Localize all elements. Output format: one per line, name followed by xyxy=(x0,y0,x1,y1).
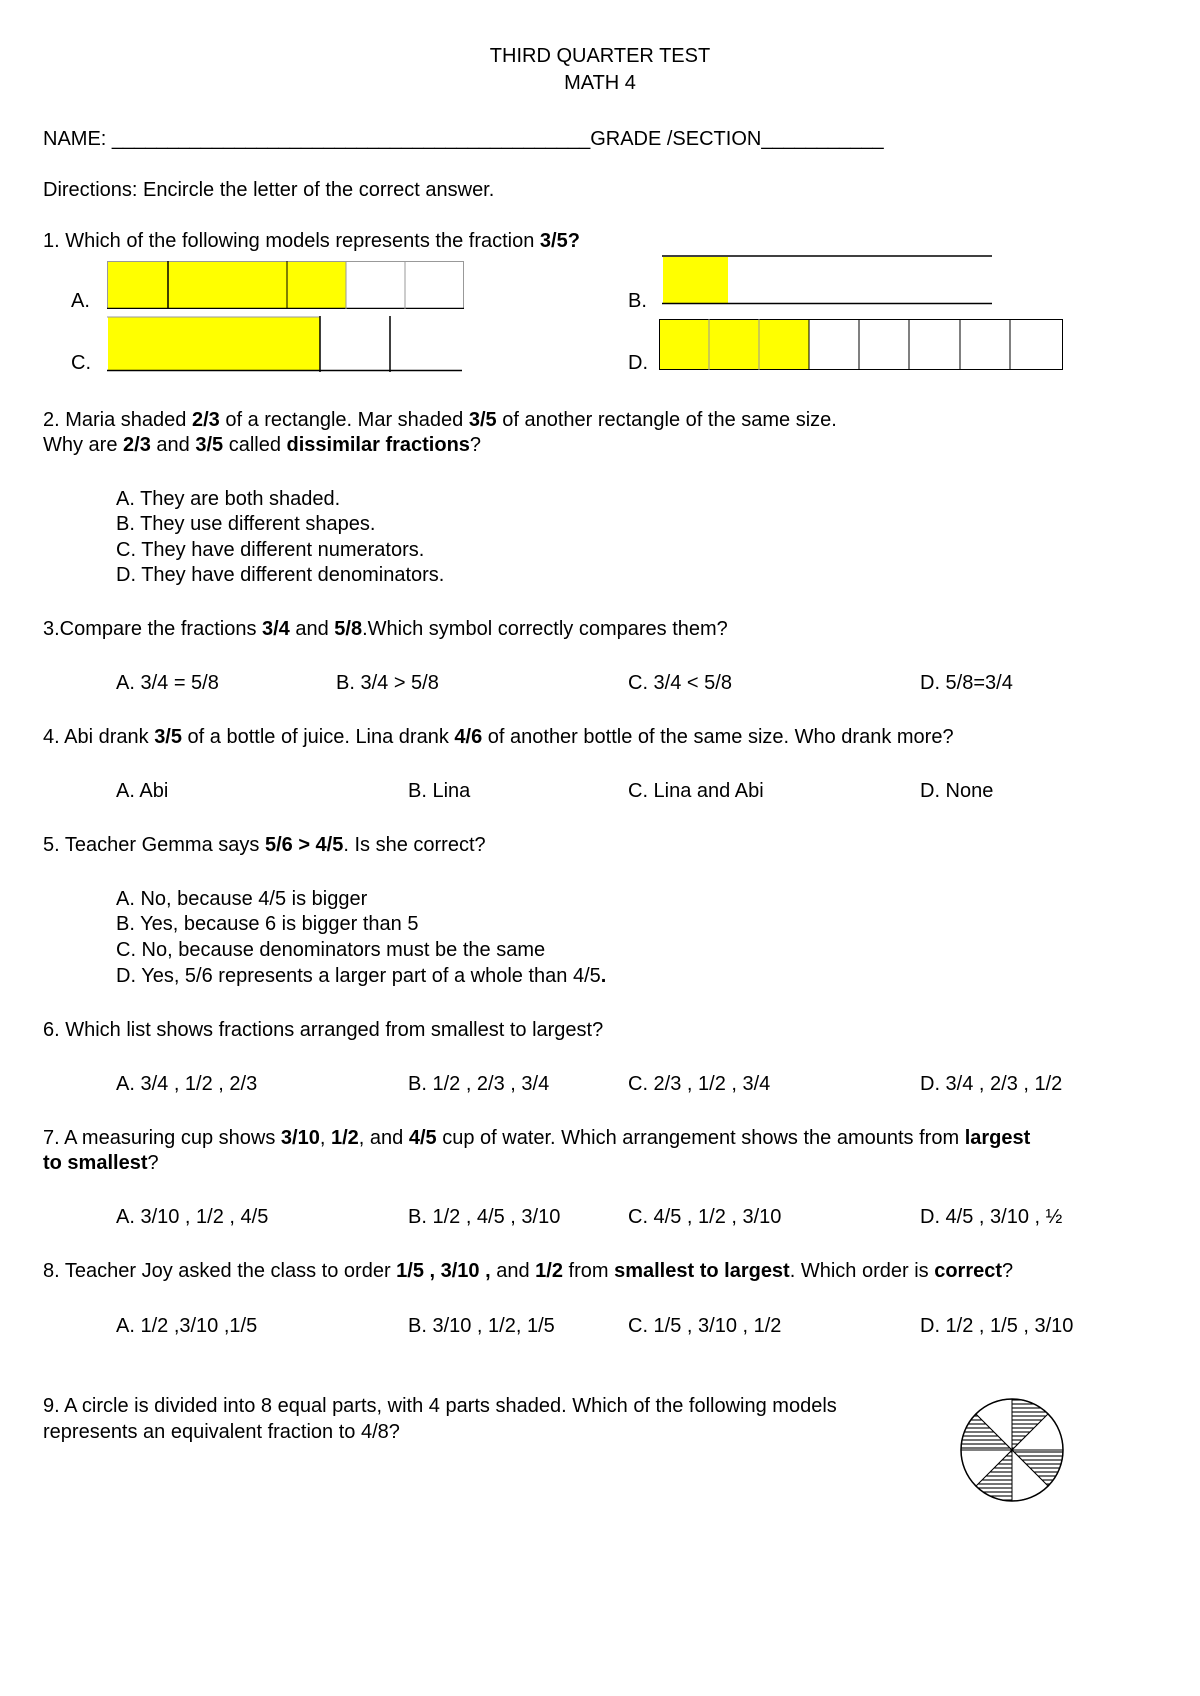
name-grade-line: NAME: ___________________________________________GRADE /SECTION___________ xyxy=(43,128,884,150)
q7-choice-c[interactable]: C. 4/5 , 1/2 , 3/10 xyxy=(628,1206,782,1228)
question-7-line-1: 7. A measuring cup shows 3/10, 1/2, and 4/5 cup of water. Which arrangement shows the amounts from largest xyxy=(43,1127,1031,1149)
q6-choice-b[interactable]: B. 1/2 , 2/3 , 3/4 xyxy=(408,1073,550,1095)
test-subject: MATH 4 xyxy=(564,72,636,94)
q7-choice-b[interactable]: B. 1/2 , 4/5 , 3/10 xyxy=(408,1206,561,1228)
question-4: 4. Abi drank 3/5 of a bottle of juice. Lina drank 4/6 of another bottle of the same size. Who drank more? xyxy=(43,726,954,748)
q4-choice-a[interactable]: A. Abi xyxy=(116,780,169,802)
q3-choice-c[interactable]: C. 3/4 < 5/8 xyxy=(628,672,732,694)
q8-choice-a[interactable]: A. 1/2 ,3/10 ,1/5 xyxy=(116,1315,258,1337)
q1-label-a[interactable]: A. xyxy=(71,290,90,312)
q5-choice-a[interactable]: A. No, because 4/5 is bigger xyxy=(116,888,368,910)
q7-choice-a[interactable]: A. 3/10 , 1/2 , 4/5 xyxy=(116,1206,269,1228)
q5-choice-d[interactable]: D. Yes, 5/6 represents a larger part of a whole than 4/5. xyxy=(116,965,607,987)
q4-choice-c[interactable]: C. Lina and Abi xyxy=(628,780,764,802)
question-2-line-1: 2. Maria shaded 2/3 of a rectangle. Mar shaded 3/5 of another rectangle of the same size. xyxy=(43,409,837,431)
q1-label-d[interactable]: D. xyxy=(628,352,648,374)
model-d-outline xyxy=(659,319,1063,371)
q1-model-d xyxy=(659,319,1063,371)
question-5: 5. Teacher Gemma says 5/6 > 4/5. Is she correct? xyxy=(43,834,486,856)
q8-choice-c[interactable]: C. 1/5 , 3/10 , 1/2 xyxy=(628,1315,782,1337)
question-9-line-2: represents an equivalent fraction to 4/8? xyxy=(43,1421,400,1443)
test-title: THIRD QUARTER TEST xyxy=(489,45,711,67)
q1-model-a xyxy=(107,261,464,309)
q9-circle-model xyxy=(957,1395,1067,1505)
q6-choice-c[interactable]: C. 2/3 , 1/2 , 3/4 xyxy=(628,1073,771,1095)
q7-choice-d[interactable]: D. 4/5 , 3/10 , ½ xyxy=(920,1206,1063,1228)
q1-label-b[interactable]: B. xyxy=(628,290,647,312)
q6-choice-d[interactable]: D. 3/4 , 2/3 , 1/2 xyxy=(920,1073,1063,1095)
q1-model-c xyxy=(107,316,462,372)
question-1: 1. Which of the following models represents the fraction 3/5? xyxy=(43,230,580,252)
q3-choice-b[interactable]: B. 3/4 > 5/8 xyxy=(336,672,439,694)
question-3: 3.Compare the fractions 3/4 and 5/8.Which symbol correctly compares them? xyxy=(43,618,728,640)
question-2-line-2: Why are 2/3 and 3/5 called dissimilar fractions? xyxy=(43,434,482,456)
directions: Directions: Encircle the letter of the correct answer. xyxy=(43,179,495,201)
q3-choice-d[interactable]: D. 5/8=3/4 xyxy=(920,672,1013,694)
q2-choice-a[interactable]: A. They are both shaded. xyxy=(116,488,341,510)
q8-choice-d[interactable]: D. 1/2 , 1/5 , 3/10 xyxy=(920,1315,1074,1337)
q6-choice-a[interactable]: A. 3/4 , 1/2 , 2/3 xyxy=(116,1073,258,1095)
q8-choice-b[interactable]: B. 3/10 , 1/2, 1/5 xyxy=(408,1315,555,1337)
q5-choice-b[interactable]: B. Yes, because 6 is bigger than 5 xyxy=(116,913,419,935)
q4-choice-d[interactable]: D. None xyxy=(920,780,994,802)
q2-choice-c[interactable]: C. They have different numerators. xyxy=(116,539,425,561)
question-8: 8. Teacher Joy asked the class to order 1/5 , 3/10 , and 1/2 from smallest to largest. Which order is correct? xyxy=(43,1260,1014,1282)
q4-choice-b[interactable]: B. Lina xyxy=(408,780,471,802)
q1-label-c[interactable]: C. xyxy=(71,352,91,374)
question-9-line-1: 9. A circle is divided into 8 equal parts, with 4 parts shaded. Which of the following models xyxy=(43,1395,837,1417)
model-a-outline xyxy=(107,261,464,309)
question-7-line-2: to smallest? xyxy=(43,1152,159,1174)
model-b-outline xyxy=(662,255,992,305)
q5-choice-c[interactable]: C. No, because denominators must be the same xyxy=(116,939,546,961)
q1-model-b xyxy=(662,255,992,305)
model-c-outline xyxy=(107,316,462,372)
q2-choice-d[interactable]: D. They have different denominators. xyxy=(116,564,445,586)
q3-choice-a[interactable]: A. 3/4 = 5/8 xyxy=(116,672,219,694)
question-6: 6. Which list shows fractions arranged from smallest to largest? xyxy=(43,1019,604,1041)
q2-choice-b[interactable]: B. They use different shapes. xyxy=(116,513,376,535)
